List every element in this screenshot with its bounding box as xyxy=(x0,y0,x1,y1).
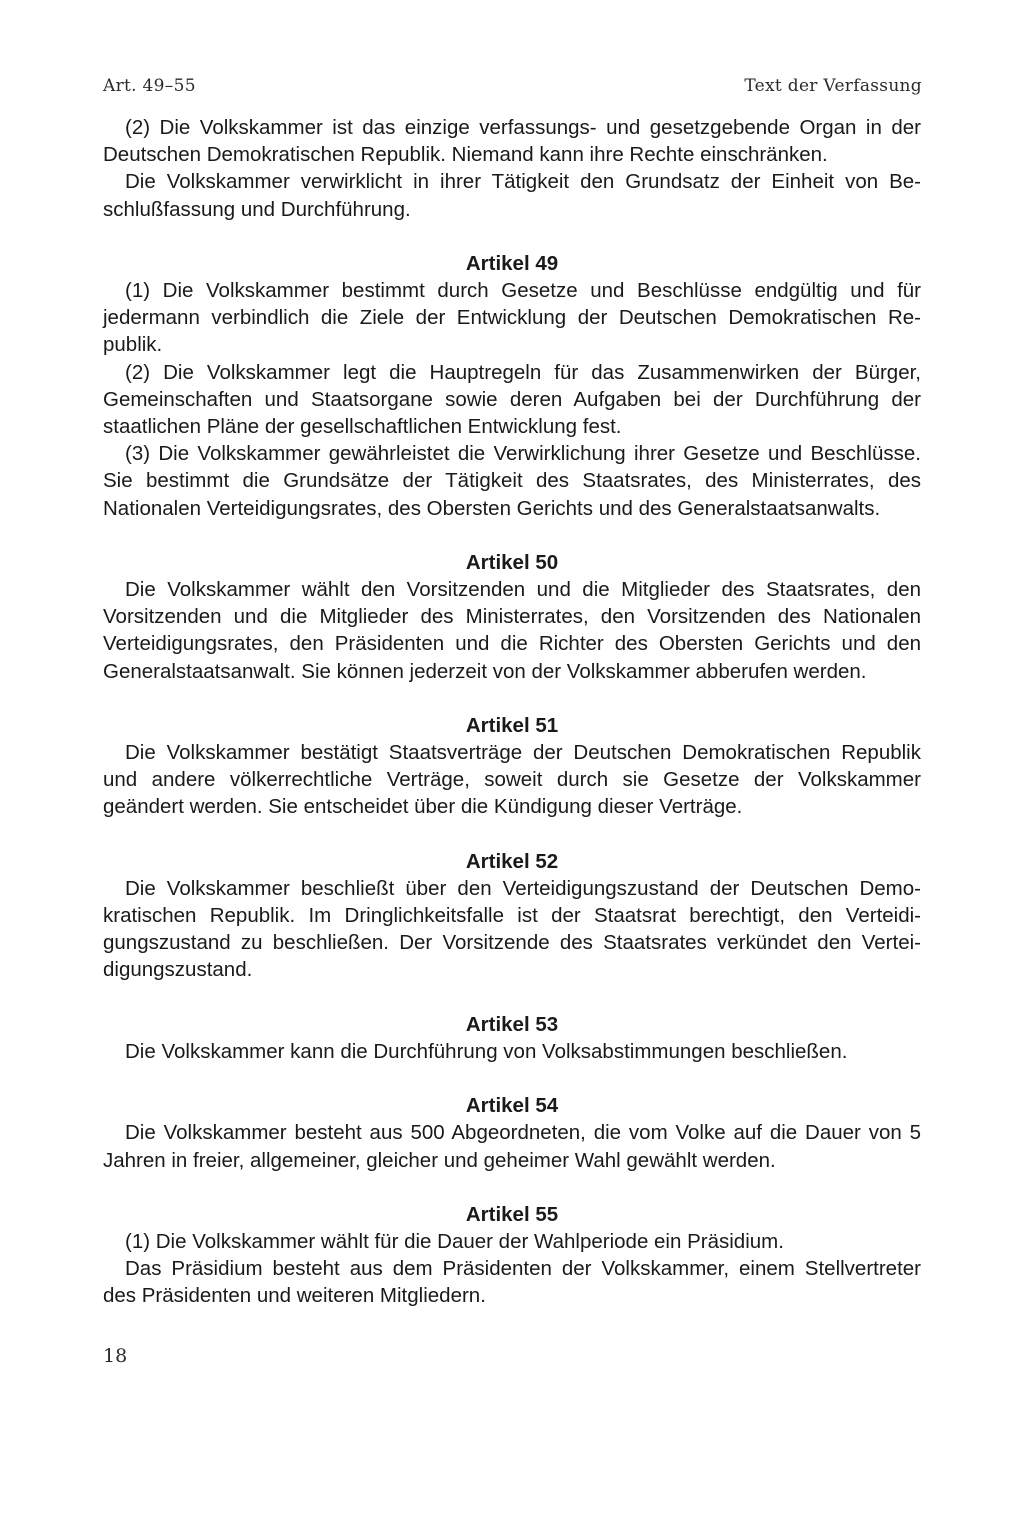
article-55-heading: Artikel 55 xyxy=(465,1202,559,1226)
article-53-heading: Artikel 53 xyxy=(465,1012,559,1036)
running-head-right: Text der Verfassung xyxy=(744,76,922,96)
article-55-para-2: Das Präsidium besteht aus dem Präsidenten der Volkskammer, einem Stellvertreter des Präsidenten und weiteren Mitgliedern. xyxy=(103,1257,921,1308)
article-55-para-1: (1) Die Volkskammer wählt für die Dauer der Wahlperiode ein Präsidium. xyxy=(125,1229,784,1253)
article-51-heading: Artikel 51 xyxy=(465,713,559,737)
intro-paragraph-3: Die Volkskammer verwirklicht in ihrer Tätigkeit den Grundsatz der Einheit von Beschlußfassung und Durchführung. xyxy=(103,170,921,221)
article-49-para-3: (3) Die Volkskammer gewährleistet die Verwirklichung ihrer Gesetze und Beschlüsse. Sie bestimmt die Grundsätze der Tätigkeit des Staatsrates, des Ministerrates, des Nationalen Verteidigungsrates, des Obersten Gerichts und des Generalstaatsanwalts. xyxy=(103,442,921,520)
constitution-text xyxy=(103,114,921,1310)
article-50-para-1: Die Volkskammer wählt den Vorsitzenden und die Mitglieder des Staatsrates, den Vorsitzenden und die Mitglieder des Ministerrates, den Vorsitzenden des Nationalen Verteidigungsrates, den Präsidenten und die Richter des Obersten Gerichts und den Generalstaatsanwalt. Sie können jederzeit von der Volkskammer abberufen werden. xyxy=(103,578,921,683)
article-51-para-1: Die Volkskammer bestätigt Staatsverträge der Deutschen Demokratischen Republik und andere völkerrechtliche Verträge, soweit durch sie Gesetze der Volkskammer geändert werden. Sie entscheidet über die Kündigung dieser Verträge. xyxy=(103,741,921,819)
article-49-para-1: (1) Die Volkskammer bestimmt durch Gesetze und Beschlüsse endgültig und für jedermann verbindlich die Ziele der Entwicklung der Deutschen Demokratischen Republik. xyxy=(103,279,921,357)
article-53-para-1: Die Volkskammer kann die Durchführung von Volksabstimmungen beschließen. xyxy=(125,1039,848,1063)
article-52-heading: Artikel 52 xyxy=(465,849,559,873)
page-number: 18 xyxy=(103,1345,128,1367)
article-50-heading: Artikel 50 xyxy=(465,550,559,574)
running-head-left: Art. 49–55 xyxy=(103,76,196,96)
article-49-heading: Artikel 49 xyxy=(465,251,559,275)
article-49-para-2: (2) Die Volkskammer legt die Hauptregeln für das Zusammenwirken der Bürger, Gemeinschaften und Staatsorgane sowie deren Aufgaben bei der Durchführung der staatlichen Pläne der gesellschaftlichen Entwicklung fest. xyxy=(103,360,921,439)
article-52-para-1: Die Volkskammer beschließt über den Verteidigungszustand der Deutschen Demokratischen Republik. Im Dringlichkeitsfalle ist der Staatsrat berechtigt, den Verteidigungszustand zu beschließen. Der Vorsitzende des Staatsrates verkündet den Verteidigungszustand. xyxy=(103,876,921,982)
article-54-heading: Artikel 54 xyxy=(465,1094,559,1118)
article-54-para-1: Die Volkskammer besteht aus 500 Abgeordneten, die vom Volke auf die Dauer von 5 Jahren in freier, allgemeiner, gleicher und geheimer Wahl gewählt werden. xyxy=(103,1121,921,1172)
intro-paragraph-2: (2) Die Volkskammer ist das einzige verfassungs- und gesetzgebende Organ in der Deutschen Demokratischen Republik. Niemand kann ihre Rechte einschränken. xyxy=(103,116,921,167)
